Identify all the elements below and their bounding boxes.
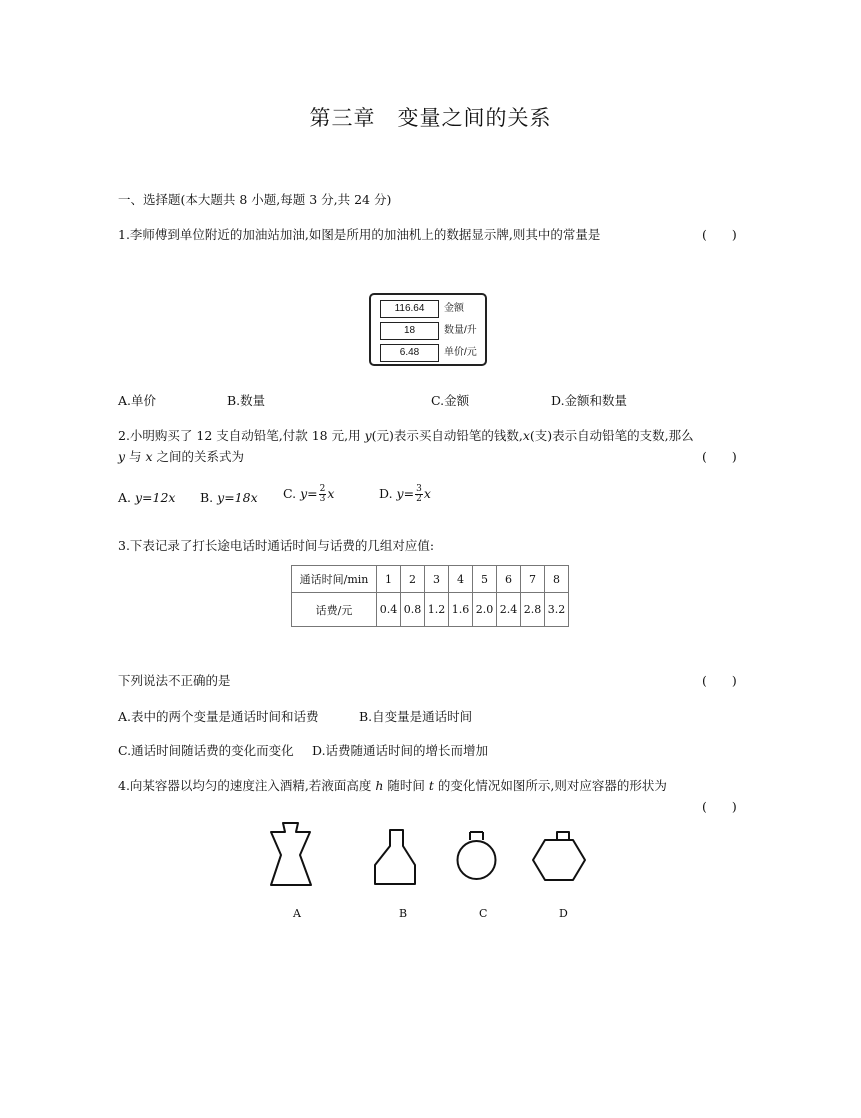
- container-shape-d[interactable]: [533, 832, 585, 880]
- table-cell: 7: [521, 566, 545, 593]
- table-cell: 1.6: [449, 593, 473, 627]
- q3-option-a[interactable]: A.表中的两个变量是通话时间和话费: [118, 709, 319, 724]
- amount-label: 金额: [444, 303, 464, 314]
- q2-stem-line2: y 与 x 之间的关系式为: [118, 449, 245, 464]
- table-cell: 2.0: [473, 593, 497, 627]
- container-shapes: [260, 820, 600, 895]
- unit-price-label: 单价/元: [444, 347, 477, 358]
- container-shape-a[interactable]: [271, 823, 311, 885]
- q3-option-d[interactable]: D.话费随通话时间的增长而增加: [312, 743, 489, 758]
- q2-option-a[interactable]: A. y=12x: [118, 490, 176, 505]
- q2-option-c[interactable]: C. y= $\frac{2}{3}$ x: [283, 484, 335, 504]
- page-title: 第三章 变量之间的关系: [309, 106, 552, 130]
- q4-answer-paren: ( ): [702, 799, 737, 814]
- q3-option-b[interactable]: B.自变量是通话时间: [359, 709, 473, 724]
- table-cell: 0.4: [377, 593, 401, 627]
- fraction-three-halves: $\frac{3}{2}$: [416, 484, 422, 504]
- container-shape-c[interactable]: [458, 832, 496, 879]
- table-header-duration: 通话时间/min: [292, 566, 377, 593]
- table-cell: 5: [473, 566, 497, 593]
- q1-stem: 1.李师傅到单位附近的加油站加油,如图是所用的加油机上的数据显示牌,则其中的常量是: [118, 227, 601, 242]
- table-cell: 8: [545, 566, 569, 593]
- table-cell: 3.2: [545, 593, 569, 627]
- shape-label-d: D: [559, 907, 568, 920]
- q2-option-d[interactable]: D. y= $\frac{3}{2}$ x: [379, 484, 431, 504]
- shape-label-a: A: [293, 907, 301, 920]
- shape-label-b: B: [399, 907, 408, 920]
- table-header-fee: 话费/元: [292, 593, 377, 627]
- table-cell: 6: [497, 566, 521, 593]
- call-fee-table: [291, 565, 569, 627]
- shape-label-c: C: [479, 907, 488, 920]
- section-heading: 一、选择题(本大题共 8 小题,每题 3 分,共 24 分): [118, 192, 392, 207]
- table-cell: 4: [449, 566, 473, 593]
- quantity-label: 数量/升: [444, 325, 477, 336]
- q2-option-b[interactable]: B. y=18x: [200, 490, 258, 505]
- container-shape-b[interactable]: [375, 830, 415, 884]
- table-cell: 2: [401, 566, 425, 593]
- table-cell: 0.8: [401, 593, 425, 627]
- amount-value: 116.64: [380, 300, 439, 318]
- q3-prompt: 下列说法不正确的是: [118, 673, 231, 688]
- q1-answer-paren: ( ): [702, 227, 737, 242]
- q2-answer-paren: ( ): [702, 449, 737, 464]
- table-cell: 1: [377, 566, 401, 593]
- table-cell: 3: [425, 566, 449, 593]
- q1-option-b[interactable]: B.数量: [227, 393, 266, 408]
- q4-stem: 4.向某容器以均匀的速度注入酒精,若液面高度 h 随时间 t 的变化情况如图所示,则对应容器的形状为: [118, 778, 667, 793]
- q3-stem: 3.下表记录了打长途电话时通话时间与话费的几组对应值:: [118, 538, 435, 553]
- q2-stem-line1: 2.小明购买了 12 支自动铅笔,付款 18 元,用 y(元)表示买自动铅笔的钱数,x(支)表示自动铅笔的支数,那么: [118, 428, 694, 443]
- q1-option-d[interactable]: D.金额和数量: [551, 393, 628, 408]
- q1-option-c[interactable]: C.金额: [431, 393, 470, 408]
- unit-price-value: 6.48: [380, 344, 439, 362]
- fraction-two-thirds: $\frac{2}{3}$: [319, 484, 326, 504]
- table-cell: 2.8: [521, 593, 545, 627]
- table-cell: 2.4: [497, 593, 521, 627]
- quantity-value: 18: [380, 322, 439, 340]
- fuel-display-panel: [369, 293, 487, 366]
- q3-answer-paren: ( ): [702, 673, 737, 688]
- q1-option-a[interactable]: A.单价: [118, 393, 157, 408]
- table-cell: 1.2: [425, 593, 449, 627]
- q3-option-c[interactable]: C.通话时间随话费的变化而变化: [118, 743, 294, 758]
